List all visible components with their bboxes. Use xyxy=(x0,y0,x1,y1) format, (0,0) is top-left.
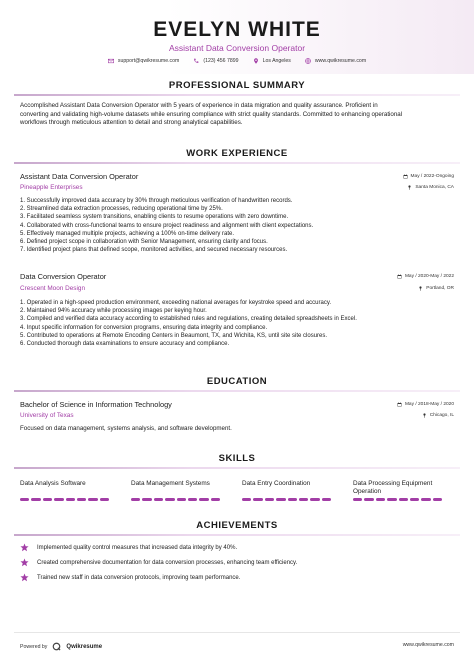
skill-level-segment xyxy=(410,498,419,501)
location-pin-icon xyxy=(253,58,259,64)
education-dates xyxy=(397,402,454,407)
section-divider xyxy=(14,534,460,536)
star-award-icon xyxy=(20,573,29,582)
achievement-text: Trained new staff in data conversion protocols, improving team performance. xyxy=(37,574,241,581)
skill-level-segment xyxy=(276,498,285,501)
achievement-item xyxy=(20,543,237,552)
skill-level-segment xyxy=(399,498,408,501)
calendar-icon xyxy=(397,274,402,279)
company-name: Crescent Moon Design xyxy=(20,285,86,292)
contact-phone[interactable] xyxy=(193,58,238,64)
skill-item xyxy=(242,480,337,501)
summary-text xyxy=(20,102,450,128)
star-award-icon xyxy=(20,543,29,552)
candidate-name: EVELYN WHITE xyxy=(153,18,321,41)
company-name: Pineapple Enterprises xyxy=(20,184,83,191)
list-item: 7. Identified project plans that defined scope, monitored activities, and secured necessary resources. xyxy=(20,247,288,254)
job-location xyxy=(418,286,454,291)
skill-item xyxy=(353,480,448,501)
achievement-item xyxy=(20,558,297,567)
location-text: Los Angeles xyxy=(262,58,291,64)
skill-level-segment xyxy=(154,498,163,501)
skill-level-segment xyxy=(77,498,86,501)
list-item: 1. Successfully improved data accuracy by 30% through meticulous verification of handwritten records. xyxy=(20,198,293,204)
section-divider xyxy=(14,390,460,392)
candidate-role: Assistant Data Conversion Operator xyxy=(168,43,306,53)
skill-level-segment xyxy=(387,498,396,501)
skill-level-segment xyxy=(199,498,208,501)
skill-level-segment xyxy=(88,498,97,501)
skill-level-segment xyxy=(100,498,109,501)
contact-website[interactable] xyxy=(305,58,366,64)
skill-name: Data Analysis Software xyxy=(20,480,86,487)
summary-line: workflows through meticulous attention to detail and strong analytical capabilities. xyxy=(20,119,243,127)
skill-level-bar xyxy=(20,498,115,501)
list-item: 4. Input specific information for conversion programs, ensuring data integrity and compliance. xyxy=(20,324,268,331)
achievement-item xyxy=(20,573,240,582)
website-text: www.qwikresume.com xyxy=(314,58,367,64)
school-name: University of Texas xyxy=(20,412,74,419)
skill-item xyxy=(131,480,226,501)
section-divider xyxy=(14,467,460,469)
footer-website[interactable]: www.qwikresume.com xyxy=(402,642,454,648)
job-dates-text: May / 2020-May / 2022 xyxy=(404,274,454,279)
achievement-text: Implemented quality control measures that increased data integrity by 40%. xyxy=(37,544,238,551)
achievement-text: Created comprehensive documentation for data conversion processes, enhancing team efficiency. xyxy=(37,559,298,566)
list-item: 2. Streamlined data extraction processes, reducing operational time by 25%. xyxy=(20,206,223,213)
list-item: 2. Maintained 94% accuracy while processing images per keying hour. xyxy=(20,308,207,315)
skill-level-segment xyxy=(242,498,251,501)
map-pin-icon xyxy=(422,413,427,418)
education-dates-text: May / 2018-May / 2020 xyxy=(404,402,454,407)
skill-level-segment xyxy=(299,498,308,501)
job-bullets xyxy=(20,299,440,348)
job-dates-text: May / 2022-Ongoing xyxy=(410,174,454,179)
skill-name: Data Management Systems xyxy=(131,480,210,487)
skill-level-segment xyxy=(310,498,319,501)
section-title-summary: PROFESSIONAL SUMMARY xyxy=(168,80,306,91)
skill-level-segment xyxy=(322,498,331,501)
skill-level-bar xyxy=(131,498,226,501)
section-divider xyxy=(14,162,460,164)
job-dates xyxy=(403,174,454,179)
skill-level-segment xyxy=(288,498,297,501)
job-location-text: Santa Monica, CA xyxy=(415,185,454,190)
job-title: Data Conversion Operator xyxy=(20,272,107,281)
phone-icon xyxy=(193,58,199,64)
map-pin-icon xyxy=(407,185,412,190)
skill-item xyxy=(20,480,115,501)
skill-level-bar xyxy=(353,498,448,501)
list-item: 6. Defined project scope in collaboration with Senior Management, ensuring clarity and focus. xyxy=(20,239,268,246)
list-item: 4. Collaborated with cross-functional teams to ensure project readiness and alignment with client expectations. xyxy=(20,222,314,229)
skill-level-segment xyxy=(253,498,262,501)
skill-level-segment xyxy=(364,498,373,501)
section-divider xyxy=(14,94,460,96)
list-item: 5. Contributed to operations at Remote Encoding Centers in Beaumont, TX, and Wichita, KS, until site site closures. xyxy=(20,332,328,339)
skill-level-segment xyxy=(20,498,29,501)
calendar-icon xyxy=(397,402,402,407)
powered-by xyxy=(20,642,102,651)
globe-icon xyxy=(305,58,311,64)
summary-line: converting and validating high-volume datasets while ensuring compliance with strict quality standards. Committed to enhancing operational xyxy=(20,110,403,118)
education-description: Focused on data management, systems analysis, and software development. xyxy=(20,425,232,432)
skill-level-segment xyxy=(131,498,140,501)
section-title-experience: WORK EXPERIENCE xyxy=(186,148,288,159)
skill-name: Data Processing Equipment Operation xyxy=(353,480,433,495)
skill-level-segment xyxy=(265,498,274,501)
list-item: 6. Conducted thorough data examinations to ensure accuracy and compliance. xyxy=(20,341,230,348)
list-item: 3. Compiled and verified data accuracy according to established rules and regulations, creating detailed spreadsheets in Excel. xyxy=(20,316,357,323)
skill-level-bar xyxy=(242,498,337,501)
list-item: 1. Operated in a high-speed production environment, exceeding national averages for keystroke speed and accuracy. xyxy=(20,300,332,306)
contact-location xyxy=(253,58,291,64)
list-item: 3. Facilitated seamless system transitions, enabling clients to resume operations with zero downtime. xyxy=(20,214,289,221)
calendar-icon xyxy=(403,174,408,179)
email-icon xyxy=(108,58,114,64)
skill-level-segment xyxy=(211,498,220,501)
section-title-achievements: ACHIEVEMENTS xyxy=(196,520,278,531)
skill-level-segment xyxy=(165,498,174,501)
skill-level-segment xyxy=(177,498,186,501)
brand-name[interactable]: Qwikresume xyxy=(66,643,103,650)
phone-text: (123) 456 7899 xyxy=(203,58,239,64)
qwikresume-logo-icon xyxy=(52,642,61,651)
skill-level-segment xyxy=(43,498,52,501)
skill-level-segment xyxy=(353,498,362,501)
skill-name: Data Entry Coordination xyxy=(242,480,311,487)
job-location-text: Portland, OR xyxy=(426,286,454,291)
skill-level-segment xyxy=(142,498,151,501)
skill-level-segment xyxy=(54,498,63,501)
section-title-skills: SKILLS xyxy=(218,453,256,464)
degree-title: Bachelor of Science in Information Technology xyxy=(20,400,172,409)
contact-row xyxy=(0,58,474,64)
job-bullets xyxy=(20,197,440,254)
powered-by-label: Powered by xyxy=(20,643,48,650)
map-pin-icon xyxy=(418,286,423,291)
star-award-icon xyxy=(20,558,29,567)
skill-level-segment xyxy=(433,498,442,501)
education-location-text: Chicago, IL xyxy=(429,413,454,418)
footer-divider xyxy=(14,632,460,633)
skill-level-segment xyxy=(421,498,430,501)
list-item: 5. Effectively managed multiple projects, achieving a 100% on-time delivery rate. xyxy=(20,230,234,237)
email-text: support@qwikresume.com xyxy=(117,58,180,64)
contact-email[interactable] xyxy=(108,58,180,64)
section-title-education: EDUCATION xyxy=(206,376,268,387)
education-location xyxy=(422,413,454,418)
job-title: Assistant Data Conversion Operator xyxy=(20,172,139,181)
job-location xyxy=(407,185,454,190)
job-dates xyxy=(397,274,454,279)
skill-level-segment xyxy=(376,498,385,501)
skill-level-segment xyxy=(66,498,75,501)
skill-level-segment xyxy=(188,498,197,501)
summary-line: Accomplished Assistant Data Conversion Operator with 5 years of experience in data migration and quality assurance. Proficient in xyxy=(20,102,378,109)
skill-level-segment xyxy=(31,498,40,501)
